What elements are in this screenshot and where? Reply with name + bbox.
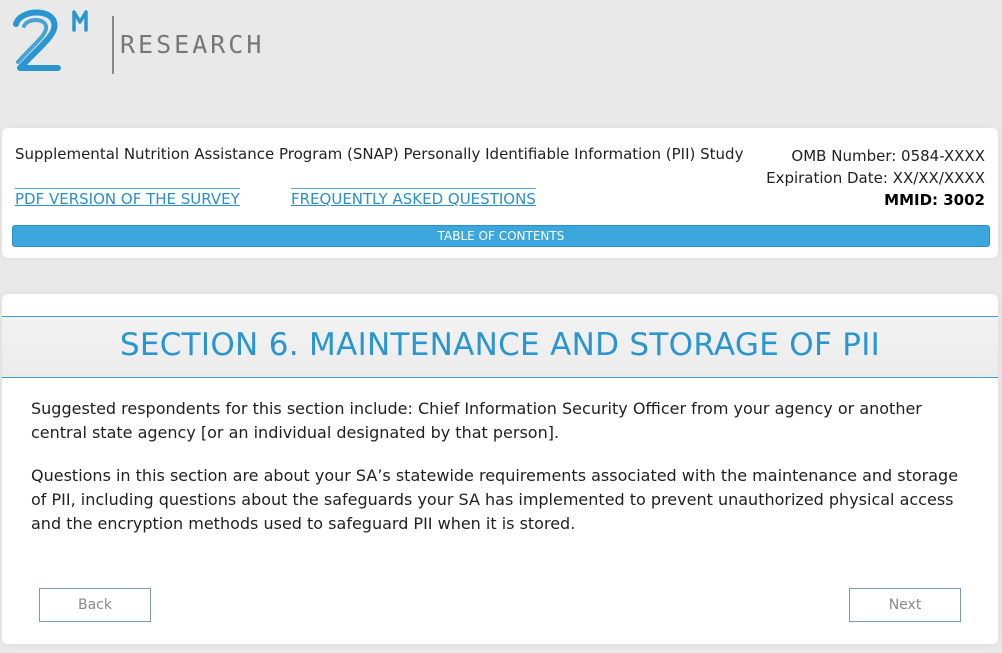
table-of-contents-button[interactable]: TABLE OF CONTENTS bbox=[12, 225, 990, 247]
logo-wordmark: RESEARCH bbox=[120, 30, 265, 59]
next-button[interactable]: Next bbox=[849, 588, 961, 622]
faq-link[interactable]: FREQUENTLY ASKED QUESTIONS bbox=[291, 190, 536, 208]
study-title: Supplemental Nutrition Assistance Program (SNAP) Personally Identifiable Information (PII) Study bbox=[15, 145, 744, 163]
two-m-logo-icon bbox=[10, 6, 106, 82]
back-button[interactable]: Back bbox=[39, 588, 151, 622]
omb-info bbox=[766, 145, 985, 211]
section-header-band bbox=[2, 316, 998, 378]
section-title: SECTION 6. MAINTENANCE AND STORAGE OF PII bbox=[119, 327, 881, 363]
section-intro-respondents: Suggested respondents for this section include: Chief Information Security Officer from your agency or another central state agency [or an individual designated by that person]. bbox=[31, 399, 922, 442]
logo-divider bbox=[112, 16, 114, 74]
brand-logo bbox=[10, 6, 300, 82]
section-card bbox=[2, 294, 998, 644]
omb-number: OMB Number: 0584-XXXX bbox=[791, 147, 985, 165]
pdf-version-link[interactable]: PDF VERSION OF THE SURVEY bbox=[15, 190, 240, 208]
section-intro-description: Questions in this section are about your SA’s statewide requirements associated with the maintenance and storage of PII, including questions about the safeguards your SA has implemented to prevent unauthorized physical access and the encryption methods used to safeguard PII when it is stored. bbox=[31, 466, 959, 533]
mmid: MMID: 3002 bbox=[884, 191, 985, 209]
expiration-date: Expiration Date: XX/XX/XXXX bbox=[766, 169, 985, 187]
survey-header bbox=[2, 128, 998, 258]
